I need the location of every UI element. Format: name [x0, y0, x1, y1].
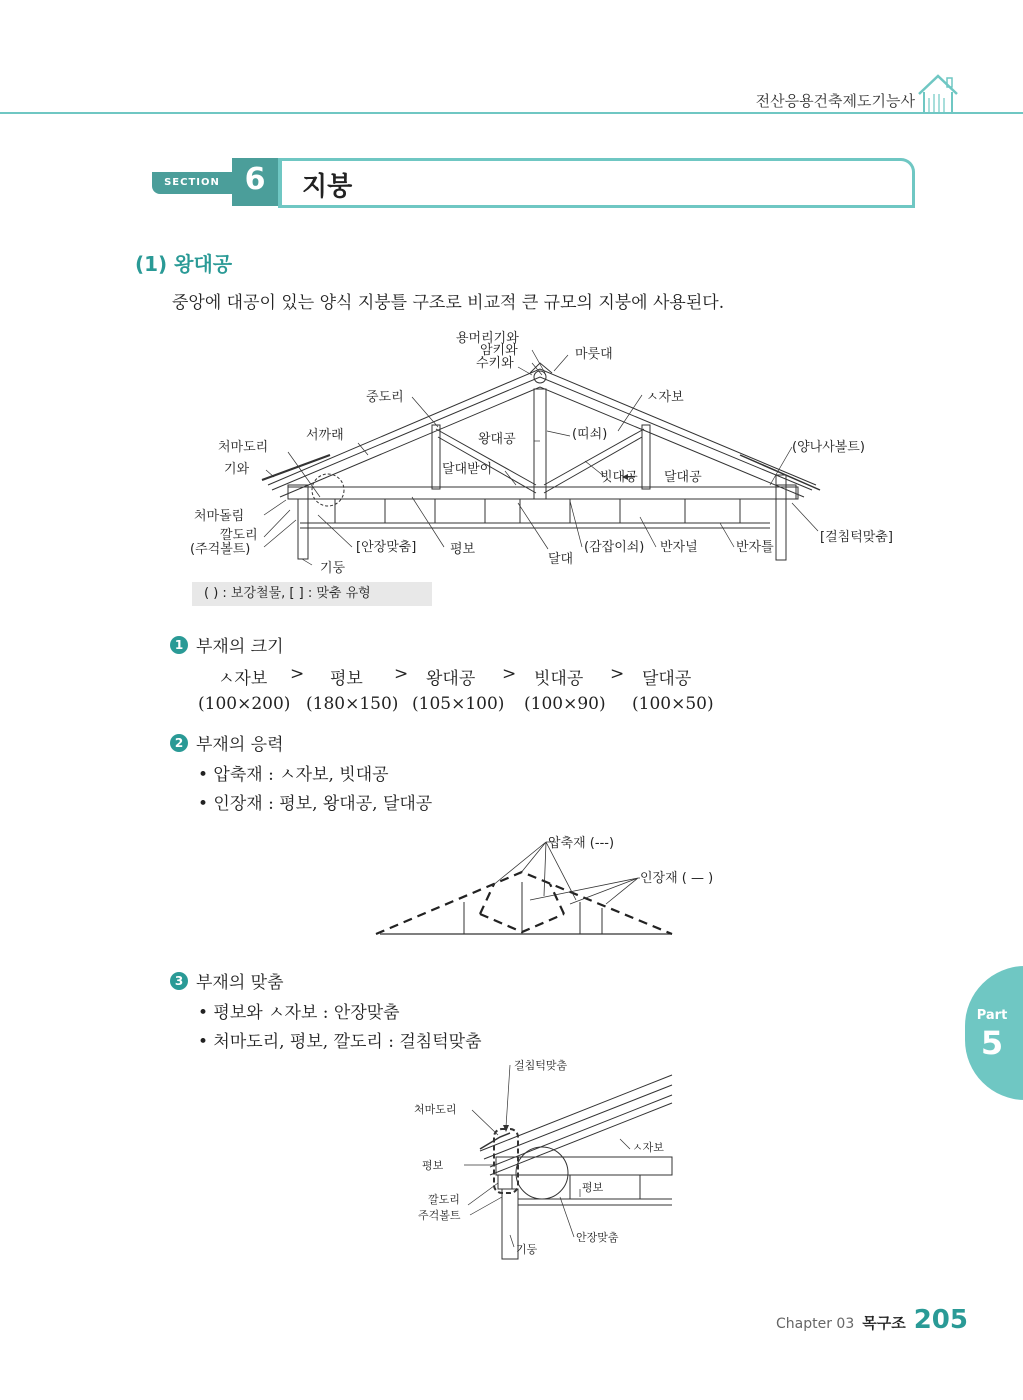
member-separator: > — [394, 664, 409, 684]
diagram-legend: ( ) : 보강철물, [ ] : 맞춤 유형 — [192, 582, 432, 606]
stress-diagram — [370, 830, 720, 940]
tension-label: 인장재 ( — ) — [640, 871, 714, 886]
detail-label-pyeongbo-right: 평보 — [582, 1181, 604, 1194]
label-amkiwa: 암키와 — [480, 343, 518, 358]
footer-chapter: Chapter 03 — [775, 1316, 855, 1332]
house-icon — [915, 70, 961, 116]
section-title: 지붕 — [302, 172, 353, 202]
label-pyeongbo: 평보 — [450, 542, 476, 557]
member-size: (100×90) — [524, 694, 606, 714]
subsection-heading: (1) 왕대공 — [135, 252, 233, 276]
label-bitdaegong: 빗대공 — [600, 470, 638, 485]
detail-label-cheomadori: 처마도리 — [414, 1103, 457, 1116]
label-ttisoe: (띠쇠) — [572, 427, 608, 442]
header-title: 전산응용건축제도기능사 — [755, 92, 915, 110]
label-giwa: 기와 — [224, 462, 250, 477]
label-yongmeori: 용머리기와 — [456, 331, 519, 346]
detail-label-sajabo: ㅅ자보 — [632, 1141, 664, 1154]
member-separator: > — [290, 664, 305, 684]
member-size: (180×150) — [306, 694, 399, 714]
item3-heading — [170, 968, 284, 993]
item2-number: 2 — [170, 734, 188, 752]
king-post-truss-diagram — [180, 325, 900, 580]
item1-heading — [170, 632, 284, 657]
label-cheomadori: 처마도리 — [218, 440, 269, 455]
item2-heading — [170, 730, 284, 755]
item3-number: 3 — [170, 972, 188, 990]
member-size: (100×200) — [198, 694, 291, 714]
member-name: 평보 — [330, 669, 363, 689]
label-daldaegong: 달대공 — [664, 470, 702, 485]
bullet-item: • 압축재 : ㅅ자보, 빗대공 — [198, 765, 389, 785]
bullet-item: • 평보와 ㅅ자보 : 안장맞춤 — [198, 1003, 400, 1023]
detail-label-jugeok: 주걱볼트 — [418, 1209, 461, 1222]
member-name: 달대공 — [642, 669, 692, 689]
bullet-item: • 인장재 : 평보, 왕대공, 달대공 — [198, 794, 433, 814]
label-seokkarae: 서까래 — [306, 428, 344, 443]
label-marutdae: 마룻대 — [575, 347, 613, 362]
bullet-item: • 처마도리, 평보, 깔도리 : 걸침턱맞춤 — [198, 1032, 482, 1052]
member-name: 빗대공 — [534, 669, 584, 689]
label-banjateul: 반자틀 — [736, 540, 774, 555]
label-wangdaegong: 왕대공 — [478, 432, 516, 447]
detail-label-gidung: 기둥 — [516, 1243, 538, 1256]
section-number: 6 — [244, 162, 266, 197]
footer-title: 목구조 — [862, 1314, 906, 1332]
part-label: Part — [976, 1008, 1008, 1023]
label-jugeok: (주걱볼트) — [190, 542, 251, 557]
label-daldaebadi: 달대받이 — [442, 462, 493, 477]
page-number: 205 — [913, 1305, 968, 1335]
section-tag: SECTION — [152, 172, 232, 194]
label-geolchim: [걸침턱맞춤] — [820, 530, 893, 545]
item1-number: 1 — [170, 636, 188, 654]
label-dalde: 달대 — [548, 552, 574, 567]
detail-label-geolchim: 걸침턱맞춤 — [514, 1059, 568, 1072]
subsection-intro: 중앙에 대공이 있는 양식 지붕틀 구조로 비교적 큰 규모의 지붕에 사용된다. — [172, 293, 725, 313]
member-name: ㅅ자보 — [218, 669, 268, 689]
item2-heading-text: 부재의 응력 — [196, 735, 284, 755]
label-sukiwa: 수키와 — [476, 356, 514, 371]
header-divider — [0, 112, 1023, 114]
section-banner — [152, 158, 916, 208]
member-name-row — [198, 664, 758, 689]
label-anjang: [안장맞춤] — [356, 540, 417, 555]
label-banjaneol: 반자널 — [660, 540, 698, 555]
section-bar — [282, 158, 915, 208]
label-kkaldori: 깔도리 — [220, 528, 258, 543]
item3-heading-text: 부재의 맞춤 — [196, 973, 284, 993]
compression-label: 압축재 (---) — [548, 836, 615, 851]
member-separator: > — [502, 664, 517, 684]
detail-label-anjang: 안장맞춤 — [576, 1231, 619, 1244]
detail-label-kkaldori: 깔도리 — [428, 1193, 460, 1206]
label-yangnasa: (양나사볼트) — [792, 440, 865, 455]
page-footer — [776, 1305, 968, 1335]
item1-heading-text: 부재의 크기 — [196, 637, 284, 657]
label-jungdori: 중도리 — [366, 390, 404, 405]
member-name: 왕대공 — [426, 669, 476, 689]
label-gamjabi: (감잡이쇠) — [584, 540, 645, 555]
detail-label-pyeongbo-left: 평보 — [422, 1159, 444, 1172]
part-number: 5 — [980, 1024, 1004, 1062]
member-size: (105×100) — [412, 694, 505, 714]
label-gidung: 기둥 — [320, 561, 346, 576]
member-separator: > — [610, 664, 625, 684]
label-sajabo: ㅅ자보 — [646, 390, 684, 405]
joint-detail-diagram — [410, 1055, 690, 1260]
member-size-row — [198, 694, 758, 714]
member-size: (100×50) — [632, 694, 714, 714]
label-cheomadollim: 처마돌림 — [194, 509, 245, 524]
